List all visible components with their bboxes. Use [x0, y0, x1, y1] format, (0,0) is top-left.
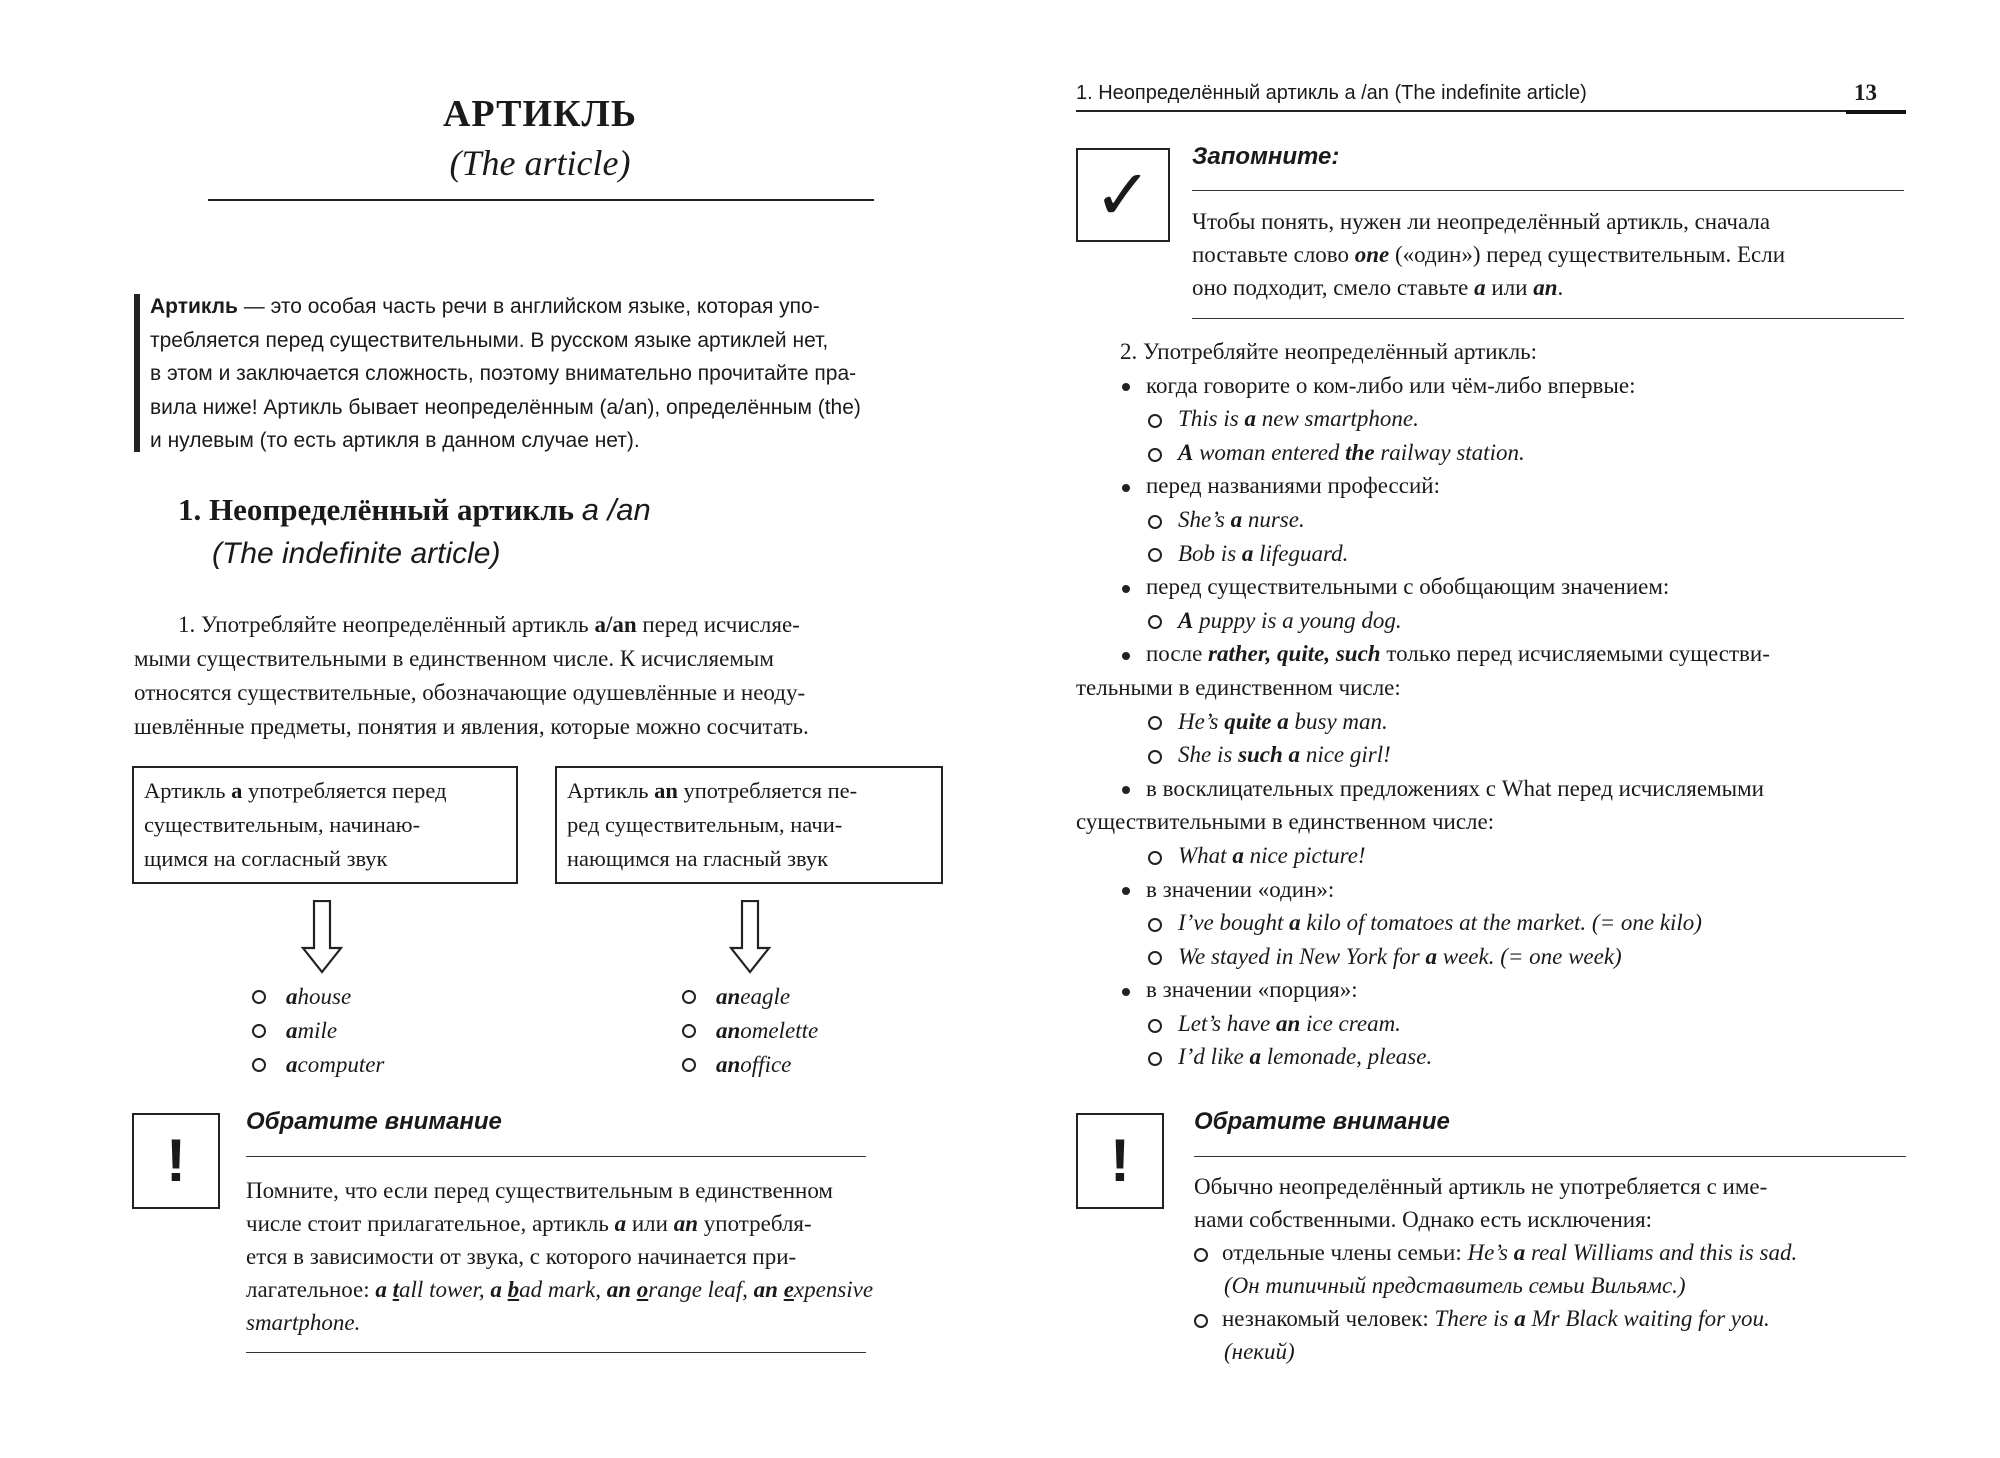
example-item [1076, 906, 1916, 940]
list-item-text: в значении «порция»: [1146, 977, 1358, 1003]
note-line: Обычно неопределённый артикль не употребляется с име- [1194, 1174, 1768, 1199]
remember-text: («один») перед существительным. Если [1389, 242, 1786, 267]
circle-bullet-icon [1148, 716, 1162, 730]
intro-paragraph [150, 290, 950, 458]
running-head: 1. Неопределённый артикль a /an (The indefinite article) [1076, 82, 1587, 104]
example-article: an [606, 1277, 631, 1302]
circle-bullet-icon [1148, 750, 1162, 764]
note-line: нами собственными. Однако есть исключения: [1194, 1207, 1653, 1232]
list-item [1076, 570, 1916, 604]
example-article: an [716, 984, 741, 1009]
note-example: real Williams and this is sad. [1525, 1240, 1798, 1265]
example-word: ad mark, [519, 1277, 607, 1302]
note-heading-rule [246, 1156, 866, 1157]
example-word: eagle [740, 984, 791, 1009]
remember-line: Чтобы понять, нужен ли неопределённый артикль, сначала [1192, 209, 1771, 234]
example-article: a [1425, 943, 1437, 969]
circle-bullet-icon [252, 990, 266, 1004]
circle-bullet-icon [1148, 951, 1162, 965]
example-word: xpensive [793, 1277, 874, 1302]
note-line: ется в зависимости от звука, с которого начинается при- [246, 1244, 797, 1269]
list-item [1076, 469, 1916, 503]
example-article: quite a [1224, 708, 1289, 734]
note-example: He’s [1467, 1240, 1514, 1265]
remember-box [1076, 148, 1170, 242]
example-sound: t [392, 1277, 400, 1302]
list-item [1076, 637, 1916, 671]
example-article: a [286, 1018, 298, 1043]
para-text: перед исчисляе- [636, 612, 800, 637]
example-text: This is [1178, 406, 1245, 432]
circle-bullet-icon [1148, 448, 1162, 462]
list-item-text: перед названиями профессий: [1146, 473, 1440, 499]
para-line: мыми существительными в единственном числе. К исчисляемым [134, 646, 774, 671]
note-item [1194, 1236, 1906, 1269]
circle-bullet-icon [252, 1058, 266, 1072]
list-item [1076, 369, 1916, 403]
note-body [246, 1174, 940, 1339]
rule-line: ред существительным, начи- [567, 812, 843, 837]
example-item [1076, 537, 1916, 571]
example-word: mile [297, 1018, 338, 1043]
example-text: Let’s have [1178, 1010, 1276, 1036]
list-item [682, 980, 818, 1014]
example-text: week. (= one week) [1436, 943, 1622, 969]
para-text: 1. Употребляйте неопределённый артикль [178, 612, 595, 637]
example-text: busy man. [1288, 708, 1388, 734]
remember-heading: Запомните: [1192, 143, 1340, 170]
circle-bullet-icon [1148, 615, 1162, 629]
intro-line: вила ниже! Артикль бывает неопределённым (a/an), определённым (the) [150, 395, 861, 419]
example-item [1076, 604, 1916, 638]
bullet-icon [1122, 887, 1130, 895]
circle-bullet-icon [1148, 414, 1162, 428]
example-word: all tower, [399, 1277, 491, 1302]
example-word: house [297, 984, 352, 1009]
list-item [1076, 973, 1916, 1007]
note-text: употребля- [698, 1211, 812, 1236]
exclamation-icon: ! [166, 1127, 186, 1194]
circle-bullet-icon [252, 1024, 266, 1038]
example-article: A [1178, 439, 1194, 465]
note-text: незнакомый человек: [1222, 1306, 1435, 1331]
arrow-down-icon [729, 900, 771, 974]
list-item-text: только перед исчисляемыми существи- [1380, 641, 1770, 667]
example-article: a [1244, 406, 1256, 432]
example-text: nice picture! [1243, 842, 1366, 868]
list-item [1076, 873, 1916, 907]
example-text: ice cream. [1300, 1010, 1401, 1036]
circle-bullet-icon [1148, 851, 1162, 865]
example-item [1076, 503, 1916, 537]
rule-text: употребляется перед [242, 778, 447, 803]
note-text: лагательное: [246, 1277, 376, 1302]
example-text: woman entered [1193, 439, 1346, 465]
usage-list [1076, 335, 1916, 1074]
example-article: A [1178, 607, 1194, 633]
section-subheading: (The indefinite article) [212, 537, 501, 570]
rule-line: существительным, начинаю- [144, 812, 421, 837]
intro-line: требляется перед существительными. В русском языке артиклей нет, [150, 328, 829, 352]
note-bottom-rule [246, 1352, 866, 1353]
attention-box [1076, 1113, 1164, 1209]
circle-bullet-icon [1194, 1314, 1208, 1328]
rule-text: Артикль [567, 778, 655, 803]
running-head-rule [1076, 110, 1906, 112]
examples-a-list [252, 980, 384, 1082]
bullet-icon [1122, 484, 1130, 492]
section-heading [178, 492, 651, 528]
example-item [1076, 1040, 1916, 1074]
circle-bullet-icon [1148, 918, 1162, 932]
example-text: Bob is [1178, 540, 1242, 566]
example-text: lifeguard. [1253, 540, 1349, 566]
example-item [1076, 705, 1916, 739]
examples-an-list [682, 980, 818, 1082]
example-article: a [1230, 506, 1243, 532]
section-heading-articles: a /an [581, 492, 651, 527]
title-underline [208, 199, 874, 201]
note-heading-rule [1194, 1156, 1906, 1157]
usage-title: 2. Употребляйте неопределённый артикль: [1120, 339, 1538, 364]
rule-box-an [555, 766, 943, 884]
page-number: 13 [1854, 80, 1877, 105]
example-text: nurse. [1242, 506, 1305, 532]
circle-bullet-icon [682, 1058, 696, 1072]
bullet-icon [1122, 652, 1130, 660]
intro-term: Артикль [150, 295, 238, 318]
example-article: a [1289, 910, 1301, 936]
note-line: smartphone. [246, 1310, 361, 1335]
exclamation-icon: ! [1110, 1127, 1130, 1194]
right-page [1000, 0, 2000, 1458]
note-article: a [1513, 1240, 1526, 1265]
list-item [252, 980, 384, 1014]
note-heading: Обратите внимание [246, 1108, 502, 1135]
example-article: the [1345, 439, 1375, 465]
example-article: an [716, 1018, 741, 1043]
example-item [1076, 839, 1916, 873]
example-item [1076, 738, 1916, 772]
bullet-icon [1122, 585, 1130, 593]
note-example: Mr Black waiting for you. [1525, 1306, 1770, 1331]
note-line: Помните, что если перед существительным в единственном [246, 1178, 833, 1203]
remember-bottom-rule [1192, 318, 1904, 319]
list-item-text: когда говорите о ком-либо или чём-либо впервые: [1146, 372, 1636, 398]
bullet-icon [1122, 988, 1130, 996]
rule-text: употребляется пе- [677, 778, 858, 803]
example-article: a [1241, 540, 1254, 566]
circle-bullet-icon [1194, 1248, 1208, 1262]
page-subtitle: (The article) [449, 143, 631, 183]
section-heading-text: 1. Неопределённый артикль [178, 492, 582, 527]
list-item-continuation: существительными в единственном числе: [1076, 809, 1495, 835]
para-line: шевлённые предметы, понятия и явления, которые можно сосчитать. [134, 714, 809, 739]
page-title: АРТИКЛЬ [442, 93, 637, 135]
list-item [682, 1014, 818, 1048]
example-item [1076, 402, 1916, 436]
list-item-text: после [1146, 641, 1209, 667]
example-sound: e [783, 1277, 794, 1302]
list-item-continuation: тельными в единственном числе: [1076, 674, 1401, 700]
note-bold: a [614, 1211, 627, 1236]
para-bold: a/an [594, 612, 637, 637]
example-sound: b [507, 1277, 520, 1302]
rule-text: Артикль [144, 778, 232, 803]
note-body [1194, 1170, 1906, 1368]
example-article: a [1232, 842, 1244, 868]
example-text: puppy is a young dog. [1193, 607, 1402, 633]
list-item-text: в восклицательных предложениях с What перед исчисляемыми [1146, 775, 1764, 801]
intro-side-bar [134, 294, 140, 452]
list-item-text: в значении «один»: [1146, 876, 1335, 902]
list-item-text: перед существительными с обобщающим значением: [1146, 574, 1670, 600]
rule-article: an [654, 778, 678, 803]
list-item [252, 1048, 384, 1082]
para-line: относятся существительные, обозначающие одушевлённые и неоду- [134, 680, 806, 705]
list-item [682, 1048, 818, 1082]
circle-bullet-icon [1148, 548, 1162, 562]
note-translation: (Он типичный представитель семьи Вильямс.) [1224, 1273, 1686, 1298]
remember-text: . [1557, 275, 1564, 300]
example-article: an [1275, 1010, 1301, 1036]
circle-bullet-icon [1148, 1052, 1162, 1066]
example-item [1076, 436, 1916, 470]
note-item [1194, 1302, 1906, 1335]
example-article: a [286, 1052, 298, 1077]
rule-line: нающимся на гласный звук [567, 846, 829, 871]
remember-text: оно подходит, смело ставьте [1192, 275, 1475, 300]
example-text: railway station. [1374, 439, 1525, 465]
intro-line: в этом и заключается сложность, поэтому внимательно прочитайте пра- [150, 362, 857, 385]
rule-box-a [132, 766, 518, 884]
example-word: computer [297, 1052, 385, 1077]
attention-box [132, 1113, 220, 1209]
remember-body [1192, 205, 1904, 304]
example-article: an [753, 1277, 778, 1302]
example-text: He’s [1178, 708, 1225, 734]
rule-article: a [231, 778, 243, 803]
circle-bullet-icon [1148, 515, 1162, 529]
example-text: She’s [1178, 506, 1231, 532]
list-item [252, 1014, 384, 1048]
example-text: I’d like [1178, 1044, 1250, 1070]
example-text: lemonade, please. [1261, 1044, 1433, 1070]
example-article: a [1249, 1044, 1262, 1070]
example-article: a [286, 984, 298, 1009]
example-text: nice girl! [1300, 742, 1391, 768]
example-item [1076, 940, 1916, 974]
example-article: an [716, 1052, 741, 1077]
example-word: omelette [740, 1018, 819, 1043]
example-article: such a [1238, 742, 1301, 768]
list-item [1076, 772, 1916, 806]
remember-bold: a [1474, 275, 1486, 300]
note-bold: an [673, 1211, 699, 1236]
remember-text: или [1485, 275, 1534, 300]
remember-bold: one [1354, 242, 1390, 267]
checkmark-icon: ✓ [1093, 154, 1153, 236]
remember-bold: an [1533, 275, 1558, 300]
example-word: office [740, 1052, 792, 1077]
example-text: We stayed in New York for [1178, 943, 1426, 969]
example-text: new smartphone. [1255, 406, 1419, 432]
circle-bullet-icon [682, 990, 696, 1004]
arrow-down-icon [301, 900, 343, 974]
example-item [1076, 1007, 1916, 1041]
bullet-icon [1122, 786, 1130, 794]
example-article: a [375, 1277, 387, 1302]
intro-line: — это особая часть речи в английском языке, которая упо- [237, 295, 820, 318]
rule-line: щимся на согласный звук [144, 846, 388, 871]
list-item-bold: rather, quite, such [1208, 641, 1381, 667]
note-text: числе стоит прилагательное, артикль [246, 1211, 615, 1236]
example-word: range leaf, [648, 1277, 754, 1302]
bullet-icon [1122, 383, 1130, 391]
remember-heading-rule [1192, 190, 1904, 191]
circle-bullet-icon [682, 1024, 696, 1038]
note-example: There is [1434, 1306, 1515, 1331]
example-text: kilo of tomatoes at the market. (= one kilo) [1300, 910, 1702, 936]
example-sound: o [636, 1277, 649, 1302]
example-text: I’ve bought [1178, 910, 1290, 936]
note-heading: Обратите внимание [1194, 1108, 1450, 1135]
note-article: a [1514, 1306, 1526, 1331]
example-text: What [1178, 842, 1233, 868]
remember-text: поставьте слово [1192, 242, 1355, 267]
note-text: отдельные члены семьи: [1222, 1240, 1468, 1265]
note-text: или [626, 1211, 674, 1236]
intro-line: и нулевым (то есть артикля в данном случае нет). [150, 429, 640, 452]
example-article: a [490, 1277, 502, 1302]
page-number-underline [1846, 110, 1906, 114]
note-translation: (некий) [1224, 1339, 1295, 1364]
rule-1-paragraph [134, 608, 944, 744]
circle-bullet-icon [1148, 1019, 1162, 1033]
example-text: She is [1178, 742, 1239, 768]
